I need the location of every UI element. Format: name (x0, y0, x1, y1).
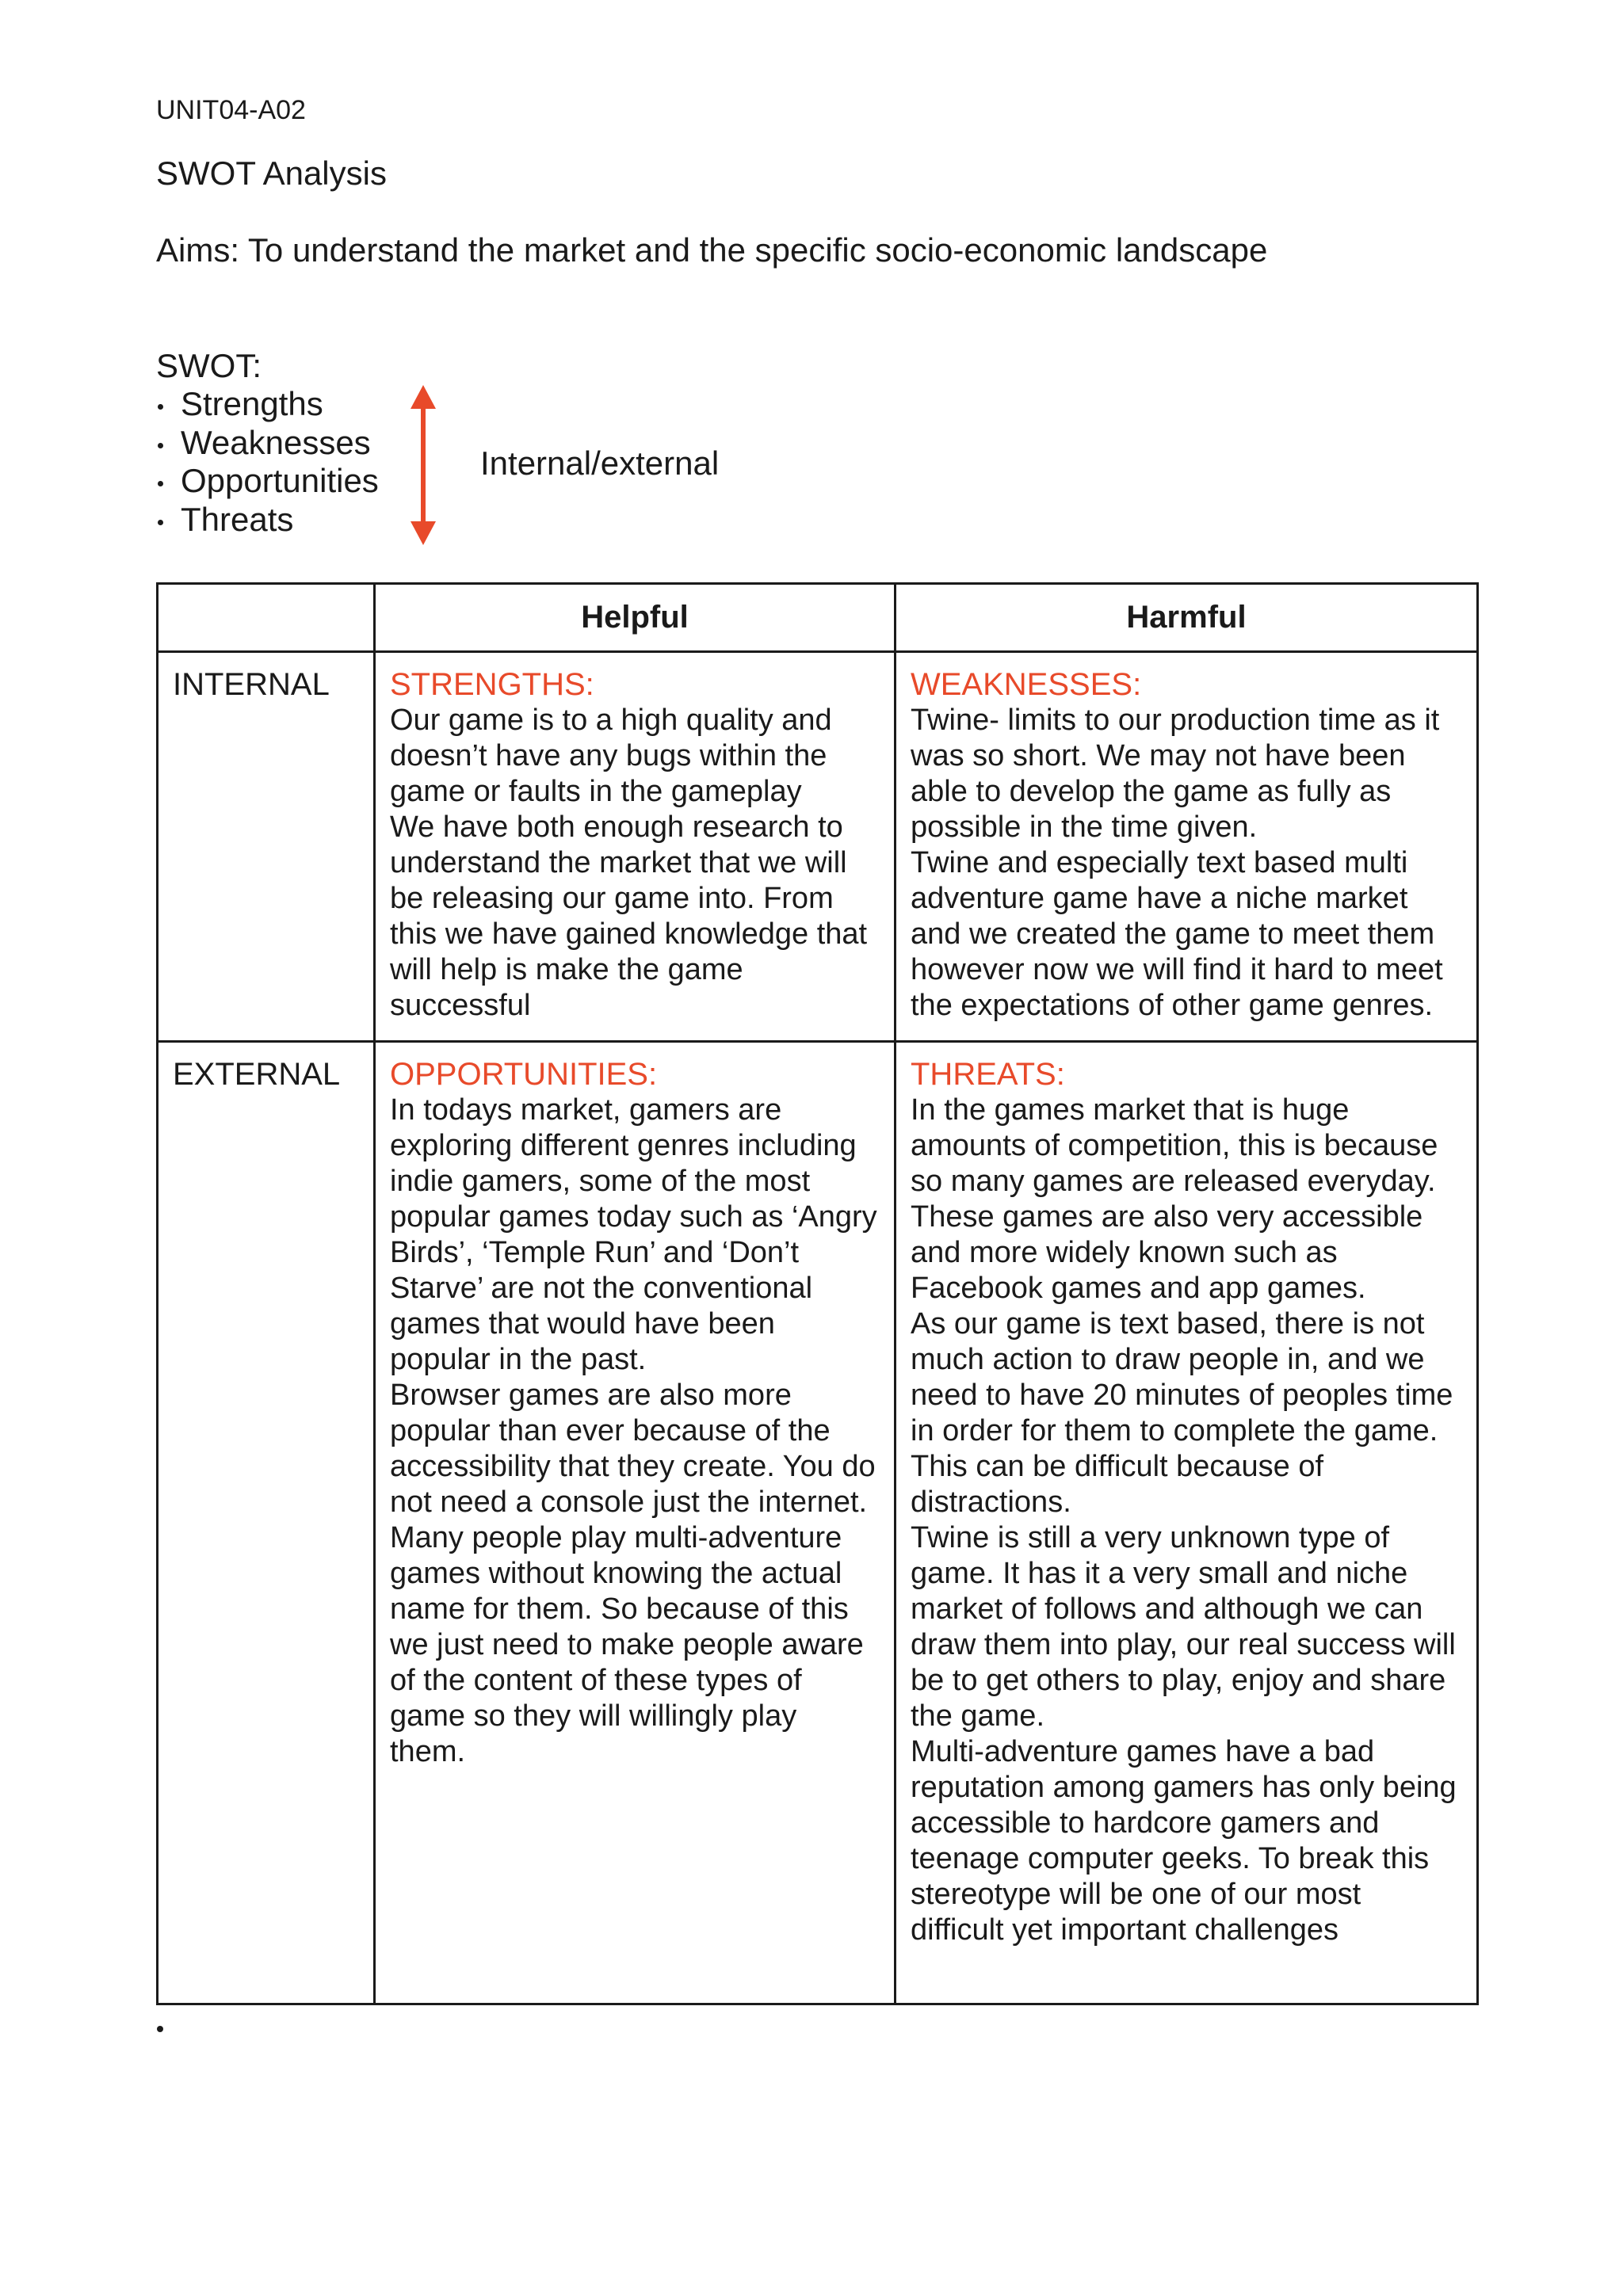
header-harmful: Harmful (896, 584, 1478, 652)
threats-text: In the games market that is huge amounts of competition, this is because so many games are released everyday. These games are also very accessible and more widely known such as Facebook games and app games. As our game is text based, there is not much action to draw people in, and we need to have 20 minutes of peoples time in order for them to complete the game. This can be difficult because of distractions. Twine is still a very unknown type of game. It has it a very small and niche market of follows and although we can draw them into play, our real success will be to get others to play, enjoy and share the game. Multi-adventure games have a bad reputation among gamers has only being accessible to hardcore gamers and teenage computer geeks. To break this stereotype will be one of our most difficult yet important challenges (911, 1093, 1457, 1947)
header-empty-cell (158, 584, 375, 652)
swot-key-item-threats: Threats (156, 501, 379, 540)
swot-key-list (156, 385, 379, 539)
header-helpful: Helpful (375, 584, 896, 652)
unit-code: UNIT04-A02 (156, 95, 306, 125)
swot-key-item-strengths: Strengths (156, 385, 379, 424)
swot-key-item-opportunities: Opportunities (156, 462, 379, 501)
threats-heading: THREATS: (911, 1057, 1065, 1092)
swot-key-item-weaknesses: Weaknesses (156, 424, 379, 463)
table-row-internal (158, 652, 1478, 1042)
threats-cell (896, 1042, 1478, 2004)
internal-external-label: Internal/external (480, 444, 720, 482)
table-header-row (158, 584, 1478, 652)
opportunities-cell (375, 1042, 896, 2004)
swot-table (156, 582, 1479, 2005)
aims-statement: Aims: To understand the market and the specific socio-economic landscape (156, 231, 1268, 269)
document-title: SWOT Analysis (156, 154, 387, 192)
weaknesses-heading: WEAKNESSES: (911, 667, 1142, 702)
strengths-text: Our game is to a high quality and doesn’t have any bugs within the game or faults in the gameplay We have both enough research to understand the market that we will be releasing our game into. From this we have gained knowledge that will help is make the game successful (390, 704, 868, 1022)
strengths-cell (375, 652, 896, 1042)
weaknesses-text: Twine- limits to our production time as it was so short. We may not have been able to develop the game as fully as possible in the time given. Twine and especially text based multi adventure game have a niche market and we created the game to meet them however now we will find it hard to meet the expectations of other game genres. (911, 704, 1443, 1022)
double-arrow-icon (406, 383, 441, 547)
opportunities-heading: OPPORTUNITIES: (390, 1057, 658, 1092)
row-label-external: EXTERNAL (158, 1042, 375, 2004)
weaknesses-cell (896, 652, 1478, 1042)
table-row-external (158, 1042, 1478, 2004)
swot-key-label: SWOT: (156, 347, 262, 384)
row-label-internal: INTERNAL (158, 652, 375, 1042)
empty-bullet-point (157, 2026, 163, 2032)
strengths-heading: STRENGTHS: (390, 667, 594, 702)
opportunities-text: In todays market, gamers are exploring different genres including indie gamers, some of the most popular games today such as ‘Angry Birds’, ‘Temple Run’ and ‘Don’t Starve’ are not the conventional games that would have been popular in the past. Browser games are also more popular than ever because of the accessibility that they create. You do not need a console just the internet. Many people play multi-adventure games without knowing the actual name for them. So because of this we just need to make people aware of the content of these types of game so they will willingly play them. (390, 1093, 877, 1768)
